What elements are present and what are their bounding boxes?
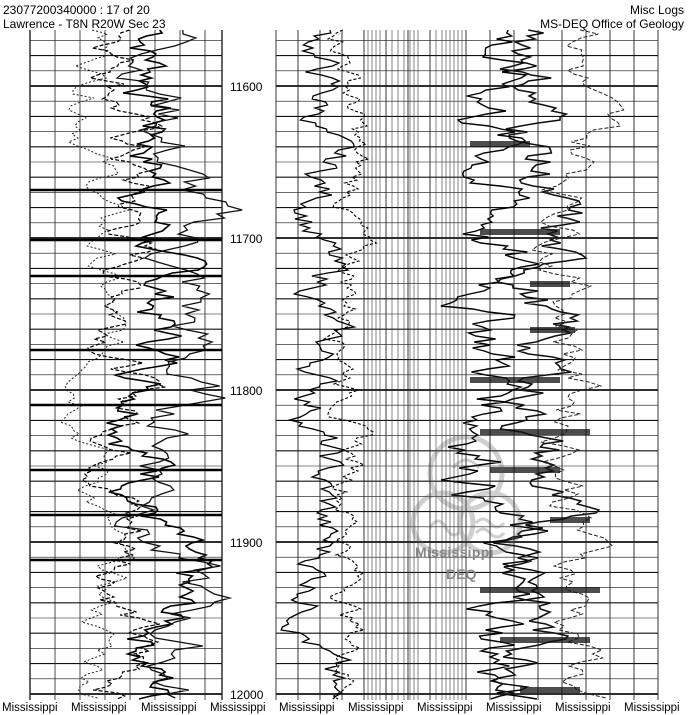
shaded-band xyxy=(520,687,580,693)
log-grid xyxy=(30,30,658,700)
depth-label: 11700 xyxy=(230,232,270,246)
footer-label: Mississippi xyxy=(555,702,611,714)
footer-label: Mississippi xyxy=(71,702,127,714)
shaded-band xyxy=(550,517,590,523)
footer-label: Mississippi xyxy=(210,702,266,714)
location-title: Lawrence - T8N R20W Sec 23 xyxy=(3,17,166,31)
agency-name: MS-DEQ Office of Geology xyxy=(540,17,684,31)
log-curve xyxy=(281,30,354,699)
shaded-band xyxy=(530,327,575,333)
watermark-subtext: DEQ xyxy=(446,566,477,582)
footer-label: Mississippi xyxy=(417,702,473,714)
footer-label: Mississippi xyxy=(141,702,197,714)
footer-label: Mississippi xyxy=(2,702,58,714)
log-curve xyxy=(82,30,165,699)
depth-label: 11800 xyxy=(230,384,270,398)
depth-label: 11600 xyxy=(230,80,270,94)
document-type: Misc Logs xyxy=(629,3,684,17)
log-curves xyxy=(30,30,624,699)
log-curve xyxy=(60,30,134,698)
log-curve xyxy=(324,30,376,699)
watermark-text: Mississippi xyxy=(415,544,494,560)
footer-watermark-strip xyxy=(0,702,689,715)
depth-label: 11900 xyxy=(230,536,270,550)
log-curve xyxy=(115,30,243,698)
depth-label: 12000 xyxy=(230,688,270,702)
shaded-band xyxy=(470,141,530,147)
footer-label: Mississippi xyxy=(279,702,335,714)
shaded-band xyxy=(530,281,570,287)
log-curve xyxy=(107,30,213,699)
shaded-band xyxy=(500,637,590,643)
shaded-band xyxy=(480,229,560,235)
footer-label: Mississippi xyxy=(486,702,542,714)
footer-label: Mississippi xyxy=(624,702,680,714)
well-id-title: 23077200340000 : 17 of 20 xyxy=(3,3,150,17)
log-curve xyxy=(441,30,548,699)
shaded-band xyxy=(470,377,560,383)
footer-label: Mississippi xyxy=(348,702,404,714)
watermark-seal-icon xyxy=(408,428,523,588)
